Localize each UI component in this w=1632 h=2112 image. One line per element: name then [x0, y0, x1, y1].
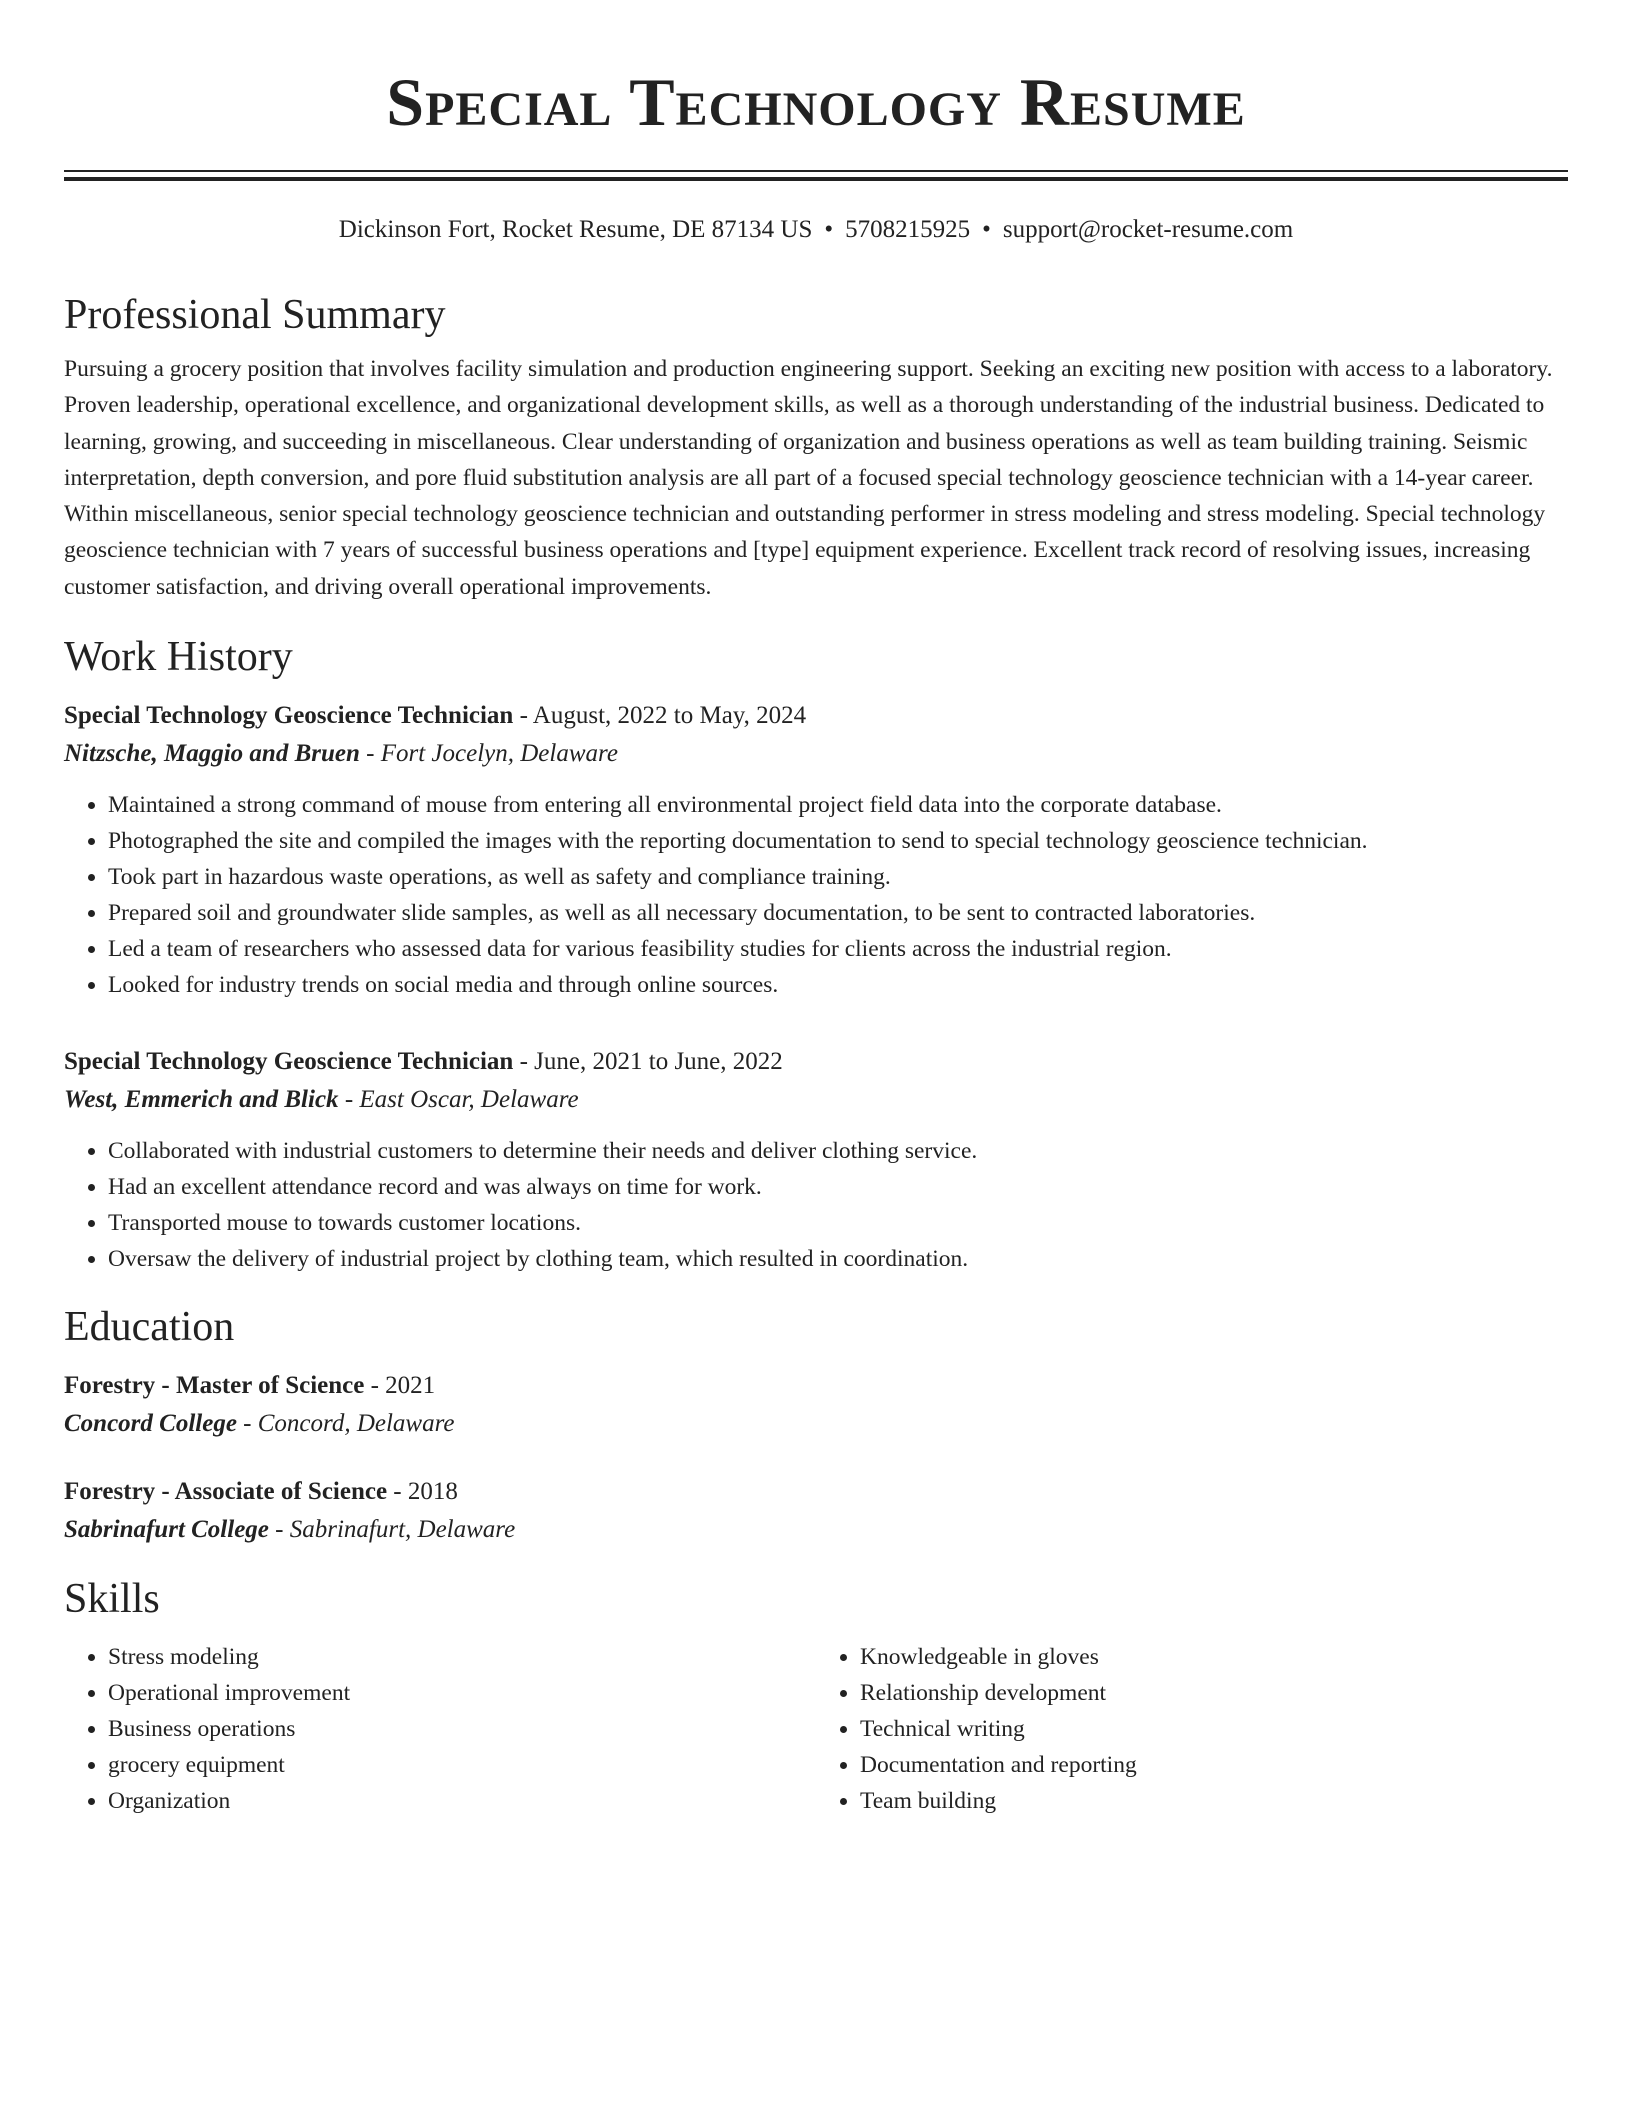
skill-item: • grocery equipment — [108, 1747, 816, 1783]
job-company: West, Emmerich and Blick — [64, 1086, 339, 1114]
school-name: Sabrinafurt College — [64, 1516, 269, 1544]
contact-email: support@rocket-resume.com — [1002, 216, 1294, 243]
list-item: • Had an excellent attendance record and was always on time for work. — [108, 1169, 1568, 1205]
skills-list-right — [816, 1639, 1568, 1819]
degree-line — [64, 1367, 1568, 1405]
skill-item: • Team building — [860, 1783, 1568, 1819]
skill-item: • Technical writing — [860, 1711, 1568, 1747]
job-dates: - August, 2022 to May, 2024 — [513, 702, 807, 730]
degree-name: Forestry - Associate of Science — [64, 1478, 388, 1506]
job-location: - Fort Jocelyn, Delaware — [359, 740, 618, 768]
skills-heading: Skills — [64, 1576, 160, 1623]
summary-text: Pursuing a grocery position that involves facility simulation and production engineering support. Seeking an exciting new position with access to a laboratory. Proven leadership, operational excellence, and organizational development skills, as well as a thorough understanding of the industrial business. Dedicated to learning, growing, and succeeding in miscellaneous. Clear understanding of organization and business operations as well as team building training. Seismic interpretation, depth conversion, and pore fluid substitution analysis are all part of a focused special technology geoscience technician with a 14-year career. Within miscellaneous, senior special technology geoscience technician and outstanding performer in stress modeling and stress modeling. Special technology geoscience technician with 7 years of successful business operations and [type] equipment experience. Excellent track record of resolving issues, increasing customer satisfaction, and driving overall operational improvements. — [64, 356, 1553, 600]
job-title-line — [64, 1043, 1568, 1081]
job-entry — [64, 697, 1568, 1003]
education-entry — [64, 1473, 1568, 1549]
contact-address: Dickinson Fort, Rocket Resume, DE 87134 US — [338, 216, 813, 243]
degree-line — [64, 1473, 1568, 1511]
job-duties-list — [64, 787, 1568, 1003]
skill-item: • Relationship development — [860, 1675, 1568, 1711]
skills-list-left — [64, 1639, 816, 1819]
school-line — [64, 1405, 1568, 1443]
job-title-line — [64, 697, 1568, 735]
skill-item: • Documentation and reporting — [860, 1747, 1568, 1783]
job-company-line — [64, 735, 1568, 773]
skills-grid — [64, 1639, 1568, 1819]
job-company-line — [64, 1081, 1568, 1119]
contact-line — [64, 213, 1568, 247]
skill-item: • Operational improvement — [108, 1675, 816, 1711]
list-item: • Photographed the site and compiled the images with the reporting documentation to send to special technology geoscience technician. — [108, 823, 1568, 859]
resume-title: Special Technology Resume — [386, 64, 1246, 140]
school-location: - Sabrinafurt, Delaware — [268, 1516, 516, 1544]
job-entry — [64, 1043, 1568, 1277]
work-history-heading: Work History — [64, 634, 293, 681]
job-duties-list — [64, 1133, 1568, 1277]
skill-item: • Business operations — [108, 1711, 816, 1747]
contact-separator: • — [824, 216, 834, 243]
job-company: Nitzsche, Maggio and Bruen — [64, 740, 360, 768]
list-item: • Prepared soil and groundwater slide samples, as well as all necessary documentation, to be sent to contracted laboratories. — [108, 895, 1568, 931]
education-heading: Education — [64, 1304, 235, 1351]
job-title: Special Technology Geoscience Technician — [64, 1048, 514, 1076]
school-name: Concord College — [64, 1410, 237, 1438]
list-item: • Looked for industry trends on social media and through online sources. — [108, 967, 1568, 1003]
degree-year: - 2021 — [364, 1372, 436, 1400]
degree-name: Forestry - Master of Science — [64, 1372, 365, 1400]
contact-phone: 5708215925 — [845, 216, 971, 243]
skill-item: • Organization — [108, 1783, 816, 1819]
summary-heading: Professional Summary — [64, 292, 446, 338]
school-line — [64, 1511, 1568, 1549]
list-item: • Led a team of researchers who assessed data for various feasibility studies for clients across the industrial region. — [108, 931, 1568, 967]
title-rule-bottom — [64, 177, 1568, 181]
job-location: - East Oscar, Delaware — [338, 1086, 579, 1114]
degree-year: - 2018 — [387, 1478, 458, 1506]
job-dates: - June, 2021 to June, 2022 — [513, 1048, 783, 1076]
job-title: Special Technology Geoscience Technician — [64, 702, 514, 730]
title-rule-top — [64, 170, 1568, 172]
list-item: • Oversaw the delivery of industrial project by clothing team, which resulted in coordination. — [108, 1241, 1568, 1277]
skill-item: • Stress modeling — [108, 1639, 816, 1675]
list-item: • Maintained a strong command of mouse from entering all environmental project field data into the corporate database. — [108, 787, 1568, 823]
education-entry — [64, 1367, 1568, 1443]
list-item: • Transported mouse to towards customer locations. — [108, 1205, 1568, 1241]
school-location: - Concord, Delaware — [236, 1410, 455, 1438]
skill-item: • Knowledgeable in gloves — [860, 1639, 1568, 1675]
list-item: • Collaborated with industrial customers to determine their needs and deliver clothing service. — [108, 1133, 1568, 1169]
contact-separator: • — [982, 216, 991, 243]
list-item: • Took part in hazardous waste operations, as well as safety and compliance training. — [108, 859, 1568, 895]
